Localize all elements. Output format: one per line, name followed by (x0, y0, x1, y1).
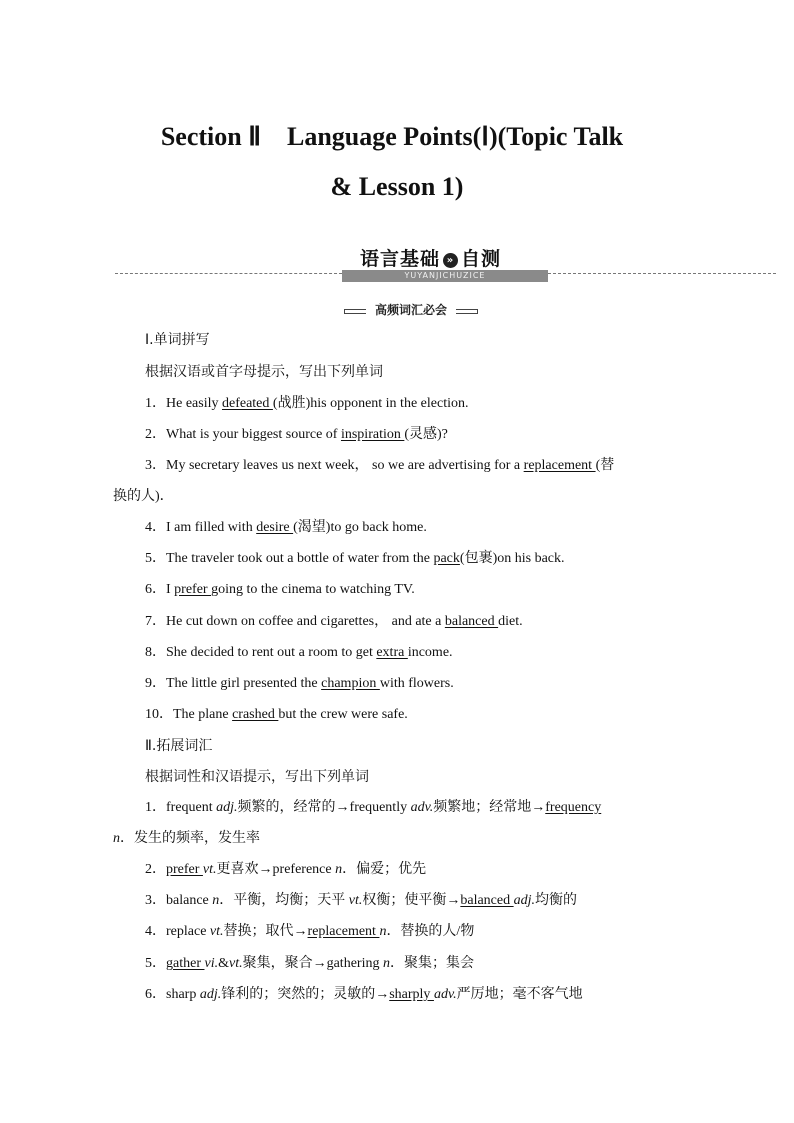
answer-blank: frequency (545, 800, 602, 815)
item-text: 均衡的 (535, 893, 577, 908)
item-number: 4． (145, 924, 166, 939)
part-of-speech: n (113, 831, 120, 846)
item-text: (战胜)his opponent in the election. (272, 396, 469, 411)
item-text: What is your biggest source of (166, 427, 341, 442)
subheading-text: 高频词汇必会 (374, 303, 447, 317)
part-of-speech: n (382, 956, 390, 971)
banner-divider-left (115, 273, 342, 274)
answer-blank: prefer (166, 862, 203, 877)
item-text: 替换；取代→ (223, 924, 308, 939)
item-text: ．偏爱；优先 (342, 862, 427, 877)
answer-blank: desire (256, 520, 294, 535)
item-number: 7． (145, 614, 166, 629)
item-text: (灵感)? (404, 427, 448, 442)
item-text: ．替换的人/物 (386, 924, 475, 939)
banner-title-left: 语言基础 (360, 248, 441, 270)
part-of-speech: adv. (410, 800, 434, 815)
item-text: The plane (173, 707, 233, 722)
banner-divider-right (548, 273, 776, 274)
item-text: ．平衡，均衡；天平 (219, 893, 349, 908)
list-item (145, 519, 427, 537)
item-text: 更喜欢→preference (216, 862, 336, 877)
answer-blank: sharply (389, 987, 434, 1002)
item-text: 锋利的；突然的；灵敏的→ (221, 987, 390, 1002)
section-banner (360, 244, 501, 271)
part1-heading: Ⅰ.单词拼写 (145, 332, 210, 348)
item-text: The little girl presented the (166, 676, 322, 691)
list-item (145, 986, 583, 1004)
item-number: 5． (145, 551, 166, 566)
item-text: 聚集，聚合→gathering (242, 956, 383, 971)
answer-blank: pack (433, 551, 460, 566)
part-of-speech: adj. (216, 800, 238, 815)
answer-blank: gather (166, 956, 205, 971)
answer-blank: replacement (523, 458, 596, 473)
part-of-speech: vt. (202, 862, 217, 877)
list-item-continuation: 换的人)． (113, 489, 174, 504)
item-number: 8． (145, 645, 166, 660)
answer-blank: replacement (307, 924, 380, 939)
item-text: 频繁的，经常的→frequently (237, 800, 411, 815)
list-item (145, 613, 523, 631)
list-item-continuation (113, 830, 260, 848)
item-text: sharp (166, 987, 200, 1002)
item-text: The traveler took out a bottle of water from the (166, 551, 434, 566)
list-item (145, 799, 601, 817)
answer-blank: extra (376, 645, 408, 660)
item-text: frequent (166, 800, 217, 815)
item-text: 严厉地；毫不客气地 (456, 987, 583, 1002)
item-text: I am filled with (166, 520, 257, 535)
item-text: income. (407, 645, 453, 660)
list-item (145, 426, 448, 444)
item-number: 5． (145, 956, 166, 971)
part-of-speech: n (335, 862, 343, 877)
list-item (145, 581, 415, 599)
answer-blank: inspiration (340, 427, 405, 442)
bracket-right-icon (456, 309, 478, 314)
answer-blank: defeated (221, 396, 273, 411)
answer-blank: prefer (174, 582, 212, 597)
part-of-speech: n (379, 924, 387, 939)
double-chevron-icon: » (443, 253, 458, 268)
page-title-line-2: & Lesson 1) (330, 172, 464, 201)
part1-instruction: 根据汉语或首字母提示，写出下列单词 (145, 364, 383, 380)
list-item (145, 955, 474, 973)
subheading-box (344, 302, 478, 318)
item-text: diet. (498, 614, 523, 629)
item-text: & (218, 956, 229, 971)
part-of-speech: adj. (199, 987, 222, 1002)
item-number: 6． (145, 987, 166, 1002)
item-number: 1． (145, 800, 166, 815)
list-item (145, 395, 468, 413)
item-text: (替 (595, 458, 615, 473)
item-number: 4． (145, 520, 166, 535)
page-title-line-1: Section Ⅱ Language Points(Ⅰ)(Topic Talk (160, 122, 624, 151)
list-item (145, 923, 474, 941)
item-text: My secretary leaves us next week， so we are advertising for a (166, 458, 524, 473)
item-number: 2． (145, 427, 166, 442)
item-text: (渴望)to go back home. (293, 520, 427, 535)
part-of-speech: adj. (513, 893, 535, 908)
part-of-speech: adv. (433, 987, 457, 1002)
item-text: She decided to rent out a room to get (166, 645, 377, 660)
answer-blank: crashed (232, 707, 279, 722)
bracket-left-icon (344, 309, 366, 314)
part-of-speech: vt. (209, 924, 224, 939)
list-item (145, 706, 408, 724)
item-text: ．发生的频率，发生率 (120, 831, 260, 846)
item-text: 权衡；使平衡→ (362, 893, 461, 908)
part2-instruction: 根据词性和汉语提示，写出下列单词 (145, 769, 369, 785)
item-text: balance (166, 893, 213, 908)
item-text: replace (166, 924, 210, 939)
item-number: 3． (145, 893, 166, 908)
item-number: 10． (145, 707, 173, 722)
part-of-speech: vt. (348, 893, 363, 908)
part-of-speech: n (212, 893, 220, 908)
item-number: 2． (145, 862, 166, 877)
answer-blank: balanced (460, 893, 514, 908)
part2-heading: Ⅱ.拓展词汇 (145, 738, 213, 754)
answer-blank: champion (321, 676, 380, 691)
item-number: 6． (145, 582, 166, 597)
list-item (145, 861, 426, 879)
item-text: but the crew were safe. (278, 707, 408, 722)
item-text: 频繁地；经常地→ (433, 800, 546, 815)
item-text: (包裹)on his back. (459, 551, 565, 566)
banner-title-right: 自测 (461, 248, 502, 270)
answer-blank: balanced (444, 614, 499, 629)
item-text: I (166, 582, 175, 597)
item-number: 1． (145, 396, 166, 411)
list-item (145, 892, 577, 910)
item-text: ．聚集；集会 (389, 956, 474, 971)
item-number: 9． (145, 676, 166, 691)
banner-pinyin: YUYANJICHUZICE (342, 270, 548, 282)
part-of-speech: vt. (228, 956, 243, 971)
list-item (145, 675, 454, 693)
list-item (145, 644, 453, 662)
item-number: 3． (145, 458, 166, 473)
part-of-speech: vi. (204, 956, 219, 971)
item-text: He cut down on coffee and cigarettes， and ate a (166, 614, 445, 629)
list-item (145, 457, 614, 475)
list-item (145, 550, 565, 568)
item-text: He easily (166, 396, 222, 411)
item-text: going to the cinema to watching TV. (211, 582, 415, 597)
item-text: with flowers. (379, 676, 454, 691)
